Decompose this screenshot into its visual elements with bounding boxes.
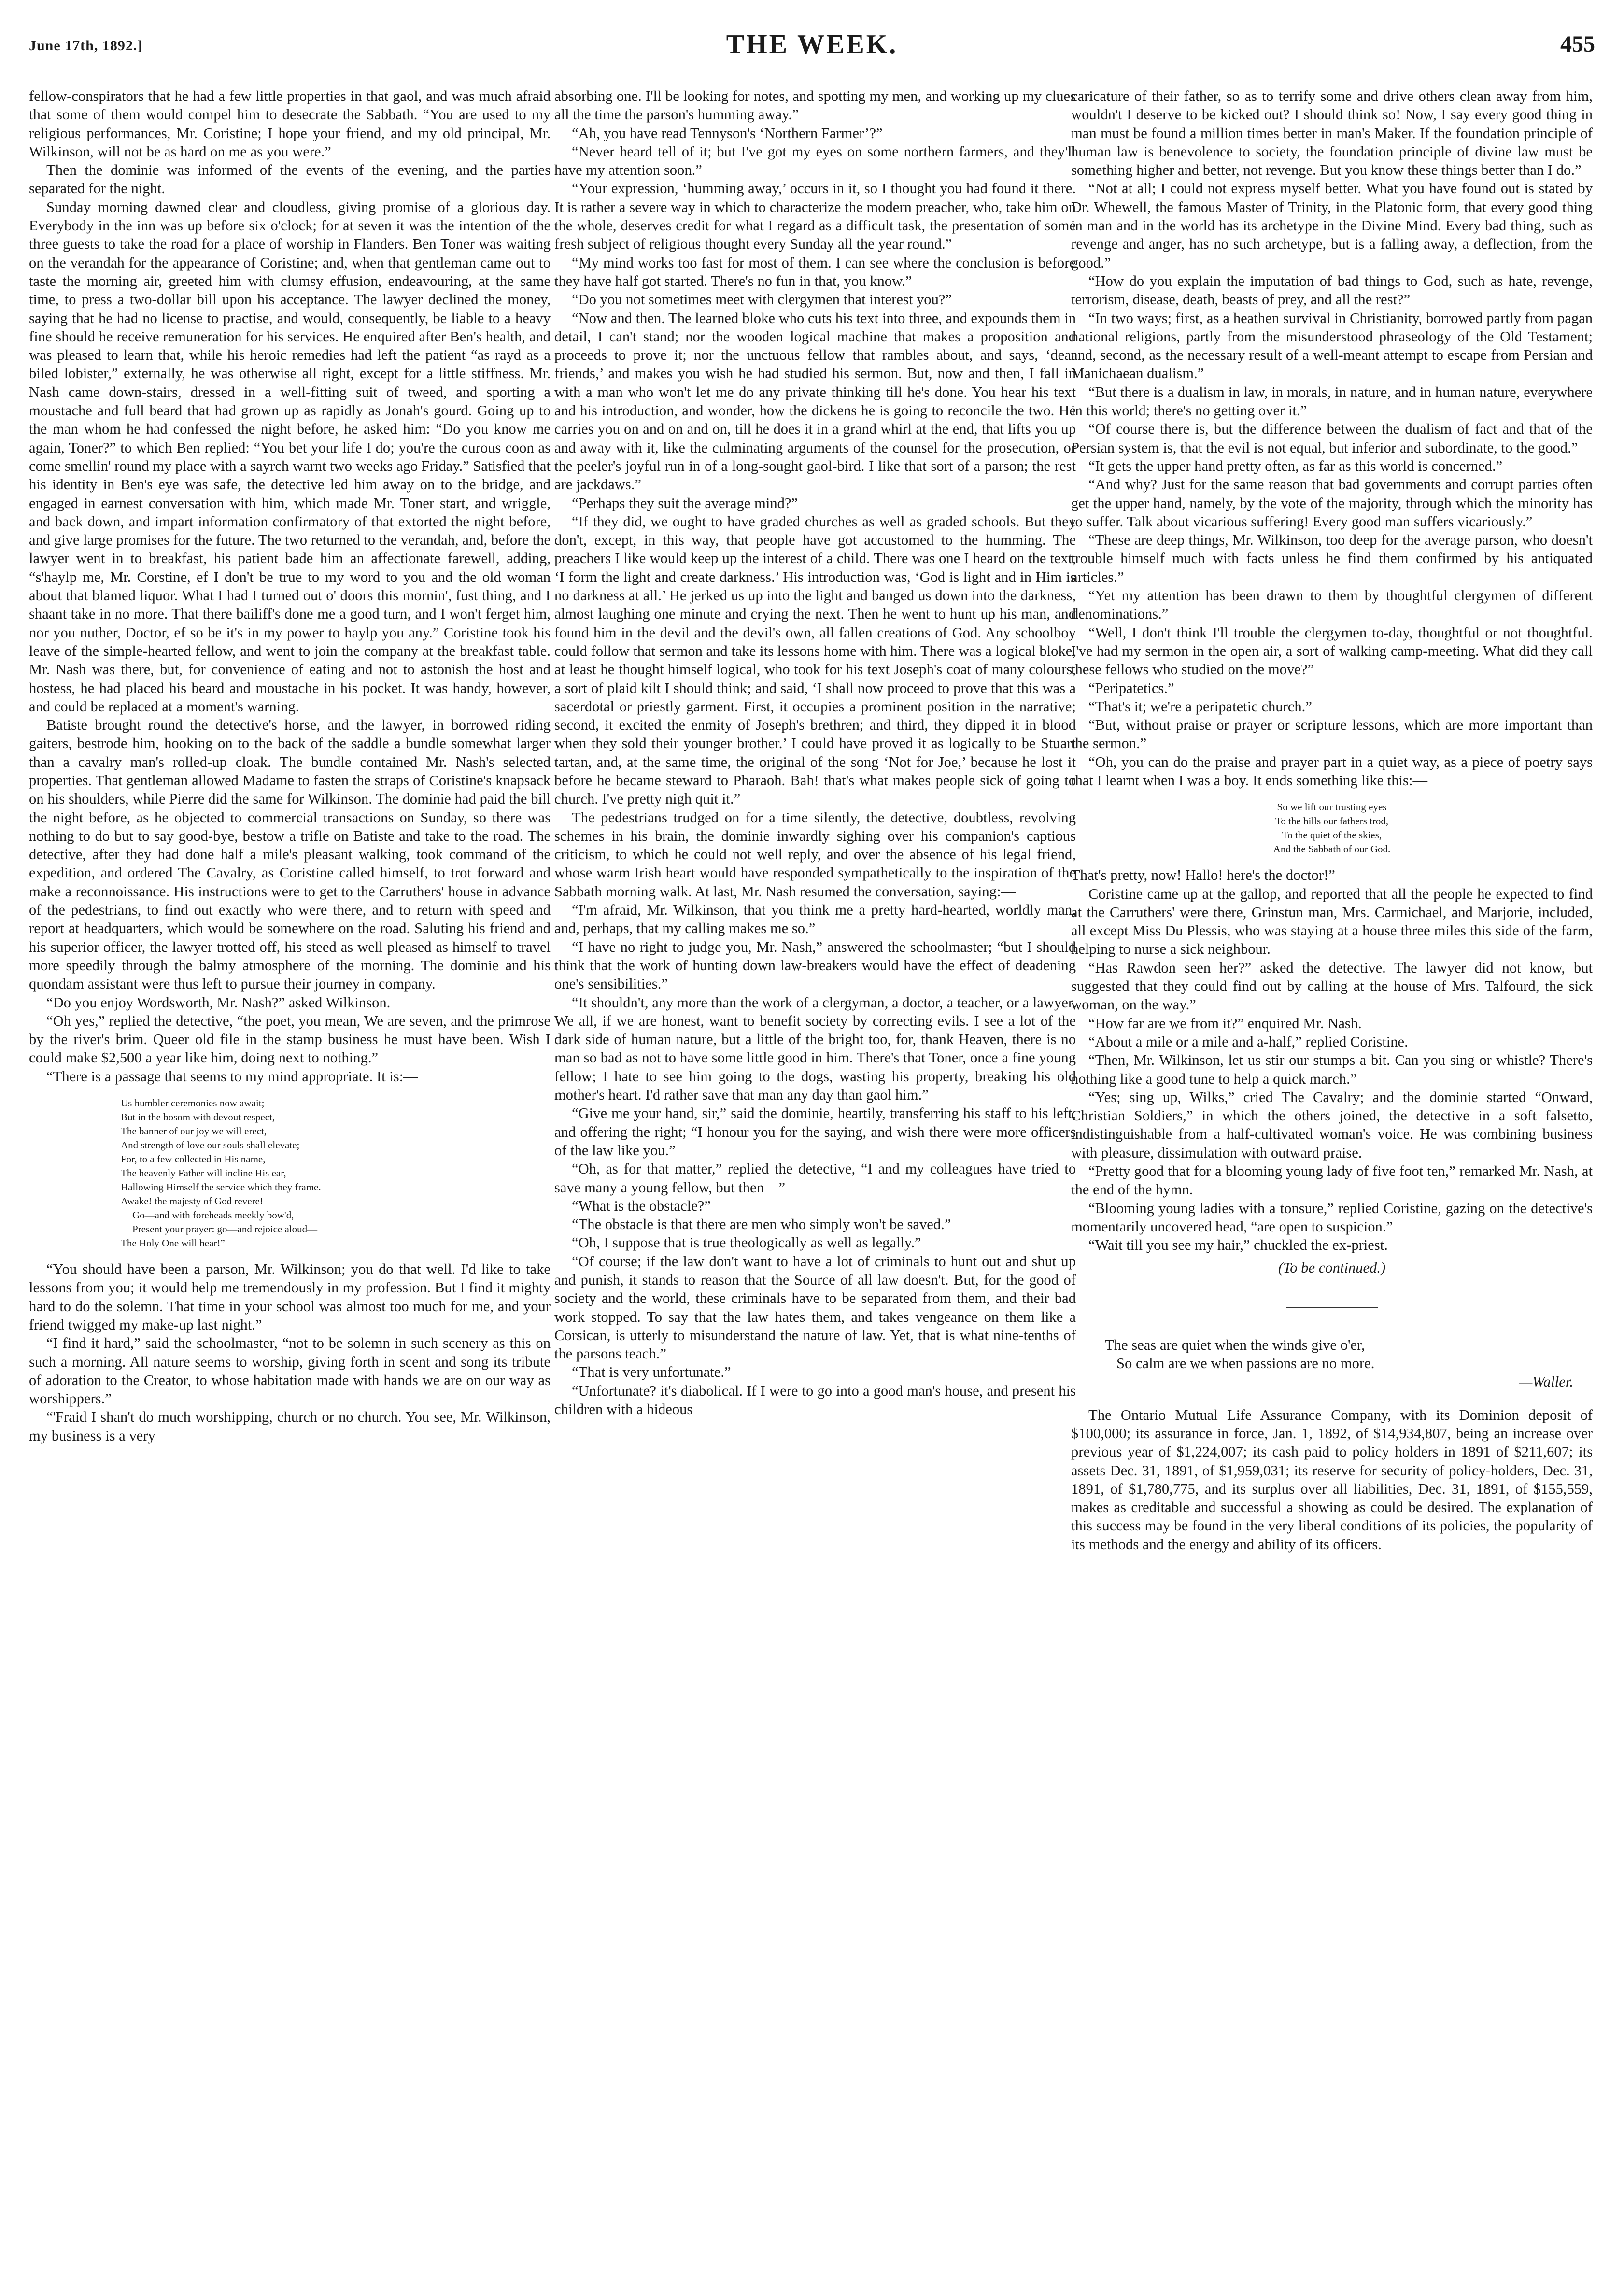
paragraph: “That is very unfortunate.” bbox=[572, 1364, 731, 1381]
paragraph: “If they did, we ought to have graded churches as well as graded schools. But they don't, except, in this way, that people have got accustomed to the humming. The preachers I like would keep up the interest of a child. There was one I heard on the text, ‘I form the light and create darkness.’ His introduction was, ‘God is light and in Him is no darkness at all.’ He jerked us up into the light and banged us down into the darkness, almost laughing one minute and crying the next. Then he went to hunt up his man, and found him in the devil and the devil's own, all fallen creations of God. Any schoolboy could follow that sermon and take its lessons home with him. There was a logical bloke, at least he thought himself logical, who took for his text Joseph's coat of many colours, a sort of plaid kilt I should think; and said, ‘I shall now proceed to prove that this was a sacerdotal or priestly garment. First, it occupies a prominent position in the narrative; second, it excited the enmity of Joseph's brethren; and third, they dipped it in blood when they sold their younger brother.’ I could have proved it as logically to be Stuart tartan, and, at the same time, the original of the song ‘Not for Joe,’ because he lost it before he became steward to Pharaoh. Bah! that's what makes people sick of going to church. I've pretty nigh quit it.” bbox=[554, 513, 1076, 807]
paragraph: “Then, Mr. Wilkinson, let us stir our stumps a bit. Can you sing or whistle? There's nothing like a good tune to help a quick march.” bbox=[1071, 1052, 1593, 1087]
paragraph: “How do you explain the imputation of bad things to God, such as hate, revenge, terrorism, disease, death, beasts of prey, and all the rest?” bbox=[1071, 272, 1593, 308]
paragraph: “There is a passage that seems to my mind appropriate. It is:— bbox=[46, 1068, 418, 1085]
paragraph: “I'm afraid, Mr. Wilkinson, that you think me a pretty hard-hearted, worldly man, and, perhaps, that my calling makes me so.” bbox=[554, 902, 1076, 937]
paragraph: “Of course there is, but the difference between the dualism of fact and that of the Persian system is, that the evil is not equal, but inferior and subordinate, to the good.” bbox=[1071, 421, 1593, 456]
poem-line: Go—and with foreheads meekly bow'd, bbox=[132, 1209, 294, 1221]
paragraph: “But there is a dualism in law, in morals, in nature, and in human nature, everywhere in this world; there's no getting over it.” bbox=[1071, 383, 1593, 419]
paragraph: “I have no right to judge you, Mr. Nash,” answered the schoolmaster; “but I should think that the work of hunting down law-breakers would have the effect of deadening one's sensibilities.” bbox=[554, 938, 1076, 992]
paragraph: “My mind works too fast for most of them. I can see where the conclusion is before they have half got started. There's no fun in that, you know.” bbox=[554, 254, 1076, 289]
paragraph: “Wait till you see my hair,” chuckled the ex-priest. bbox=[1088, 1237, 1388, 1254]
to-be-continued-note: (To be continued.) bbox=[1278, 1259, 1386, 1276]
page-number: 455 bbox=[1560, 31, 1595, 57]
epigraph-line: So calm are we when passions are no more. bbox=[1116, 1355, 1375, 1372]
epigraph bbox=[1071, 1336, 1593, 1391]
column-3 bbox=[1071, 87, 1593, 2246]
paragraph: “Oh, as for that matter,” replied the detective, “I and my colleagues have tried to save many a young fellow, but then—” bbox=[554, 1160, 1076, 1196]
paragraph: “'Fraid I shan't do much worshipping, church or no church. You see, Mr. Wilkinson, my business is a very bbox=[29, 1409, 551, 1444]
paragraph: “It gets the upper hand pretty often, as far as this world is concerned.” bbox=[1088, 457, 1503, 474]
paragraph: “Do you not sometimes meet with clergymen that interest you?” bbox=[572, 291, 952, 308]
epigraph-attribution: —Waller. bbox=[1519, 1373, 1573, 1390]
paragraph: “These are deep things, Mr. Wilkinson, too deep for the average parson, who doesn't trouble himself much with facts unless he find them confirmed by his antiquated articles.” bbox=[1071, 532, 1593, 585]
paragraph: “Blooming young ladies with a tonsure,” replied Coristine, gazing on the detective's momentarily uncovered head, “are open to suspicion.” bbox=[1071, 1200, 1593, 1235]
paragraph: Coristine came up at the gallop, and reported that all the people he expected to find at the Carruthers' were there, Grinstun man, Mrs. Carmichael, and Marjorie, included, all except Miss Du Plessis, who was staying at a house three miles this side of the farm, helping to nurse a sick neighbour. bbox=[1071, 885, 1593, 958]
insurance-notice: The Ontario Mutual Life Assurance Company, with its Dominion deposit of $100,000; its assurance in force, Jan. 1, 1892, of $14,934,807, being an increase over previous year of $1,224,007; its cash paid to policy holders in 1891 of $211,607; its assets Dec. 31, 1891, of $1,959,031; its reserve for security of policy-holders, Dec. 31, 1891, of $1,780,775, and its surplus over all liabilities, Dec. 31, 1891, of $155,559, makes as creditable and successful a showing as could be desired. The explanation of this success may be found in the very liberal conditions of its policies, the popularity of its methods and the energy and ability of its officers. bbox=[1071, 1406, 1593, 1553]
paragraph: “About a mile or a mile and a-half,” replied Coristine. bbox=[1088, 1033, 1408, 1050]
paragraph: The pedestrians trudged on for a time silently, the detective, doubtless, revolving schemes in his brain, the dominie inwardly sighing over his companion's captious criticism, to which he could not well reply, and over the absence of his legal friend, whose warm Irish heart would have responded sympathetically to the inspiration of the Sabbath morning walk. At last, Mr. Nash resumed the conversation, saying:— bbox=[554, 809, 1076, 900]
poem-line: Present your prayer: go—and rejoice aloud— bbox=[132, 1223, 318, 1235]
poem-line: Us humbler ceremonies now await; bbox=[121, 1097, 265, 1109]
paragraph: “Well, I don't think I'll trouble the clergymen to-day, thoughtful or not thoughtful. I've had my sermon in the open air, a sort of walking camp-meeting. What did they call these fellows who studied on the move?” bbox=[1071, 624, 1593, 678]
paragraph: “How far are we from it?” enquired Mr. Nash. bbox=[1088, 1015, 1362, 1032]
paragraph: “Perhaps they suit the average mind?” bbox=[572, 495, 798, 511]
poem-line: Hallowing Himself the service which they frame. bbox=[121, 1181, 321, 1193]
wordsworth-poem bbox=[29, 1096, 551, 1250]
paragraph: “You should have been a parson, Mr. Wilkinson; you do that well. I'd like to take lessons from you; it would help me tremendously in my profession. But I find it mighty hard to do the solemn. That time in your school was almost too much for me, and your friend twigged my make-up last night.” bbox=[29, 1261, 551, 1333]
paragraph: Sunday morning dawned clear and cloudless, giving promise of a glorious day. Everybody in the inn was up before six o'clock; for at seven it was the intention of the three guests to take the road for a place of worship in Flanders. Ben Toner was waiting on the verandah for the appearance of Coristine; and, when that gentleman came out to taste the morning air, greeted him with clumsy effusion, endeavouring, at the same time, to press a two-dollar bill upon his acceptance. The lawyer declined the money, saying that he had no license to practise, and would, consequently, be liable to a heavy fine should he receive remuneration for his services. He enquired after Ben's health, and was pleased to learn that, while his heroic remedies had left the patient “as rayd as a biled lobister,” externally, he was otherwise all right, except for a little stiffness. Mr. Nash came down-stairs, dressed in a well-fitting suit of tweed, and sporting a moustache and full beard that had grown up as rapidly as Jonah's gourd. Going up to the man whom he had confessed the night before, he asked him: “Do you know me again, Toner?” to which Ben replied: “You bet your life I do; you're the curous coon as come smellin' round my place with a sayrch warnt two weeks ago Friday.” Satisfied that his identity in Ben's eye was safe, the detective led him away on to the bridge, and engaged in earnest conversation with him, which made Mr. Toner start, and wriggle, and back down, and impart information confirmatory of that extorted the night before, and give large promises for the future. The two returned to the verandah, and, before the lawyer went in to breakfast, his patient bade him an affectionate farewell, adding, “s'haylp me, Mr. Corstine, ef I don't be true to my word to you and the old woman about that blamed liquor. What I had I turned out o' doors this mornin', fust thing, and I shaant take in no more. That there bailiff's done me a good turn, and I won't ferget him, nor you nuther, Doctor, ef so be it's in my power to haylp you any.” Coristine took his leave of the simple-hearted fellow, and went to join the company at the breakfast table. Mr. Nash was there, but, for convenience of eating and not to astonish the host and hostess, he had placed his beard and moustache in his pocket. It was handy, however, and could be replaced at a moment's warning. bbox=[29, 198, 551, 715]
column-2 bbox=[554, 87, 1076, 2246]
paragraph: “I find it hard,” said the schoolmaster, “not to be solemn in such scenery as this on such a morning. All nature seems to worship, giving forth in scent and song its tribute of adoration to the Creator, to whose habitation made with hands we are on our way as worshippers.” bbox=[29, 1335, 551, 1407]
paragraph: caricature of their father, so as to terrify some and drive others clean away from him, wouldn't I deserve to be kicked out? I should think so! Now, I say every good thing in man must be found a million times better in man's Maker. If the foundation principle of human law is benevolence to society, the foundation principle of divine law must be something higher and better, not revenge. But you know these things better than I do.” bbox=[1071, 88, 1593, 179]
paragraph: “Not at all; I could not express myself better. What you have found out is stated by Dr. Whewell, the famous Master of Trinity, in the Platonic form, that every good thing in man and in the world has its archetype in the Divine Mind. Every bad thing, such as revenge and anger, has no such archetype, but is a falling away, a deflection, from the good.” bbox=[1071, 180, 1593, 271]
paragraph: “In two ways; first, as a heathen survival in Christianity, borrowed partly from pagan national religions, partly from the misunderstood phraseology of the Old Testament; and, second, as the necessary result of a well-meant attempt to escape from Persian and Manichaean dualism.” bbox=[1071, 310, 1593, 382]
column-1 bbox=[29, 87, 551, 2246]
paragraph: “Ah, you have read Tennyson's ‘Northern Farmer’?” bbox=[572, 125, 883, 141]
paragraph: That's pretty, now! Hallo! here's the doctor!” bbox=[1071, 867, 1335, 884]
epigraph-line: The seas are quiet when the winds give o'er, bbox=[1105, 1336, 1365, 1353]
paragraph: “Give me your hand, sir,” said the dominie, heartily, transferring his staff to his left, and offering the right; “I honour you for the saying, and wish there were more officers of the law like you.” bbox=[554, 1105, 1076, 1159]
poem-line: And the Sabbath of our God. bbox=[1273, 843, 1391, 855]
poem-line: The heavenly Father will incline His ear, bbox=[121, 1167, 286, 1179]
issue-date: June 17th, 1892.] bbox=[29, 38, 143, 54]
poem-line: The Holy One will hear!” bbox=[121, 1237, 225, 1249]
paragraph: “Now and then. The learned bloke who cuts his text into three, and expounds them in detail, I can't stand; nor the wooden logical machine that makes a proposition and proceeds to prove it; nor the unctuous fellow that rambles about, and says, ‘dear friends,’ and makes you wish he had studied his sermon. But, now and then, I fall in with a man who won't let me do any private thinking till he's done. You hear his text and his introduction, and wonder, how the dickens he is going to reconcile the two. He carries you on and on and on, till he does it in a grand whirl at the end, that lifts you up and away with it, like the culminating arguments of the counsel for the prosecution, or the peeler's joyful run in of a long-sought gaol-bird. I like that sort of a parson; the rest are jackdaws.” bbox=[554, 310, 1076, 493]
paragraph: “Of course; if the law don't want to have a lot of criminals to hunt out and shut up and punish, it stands to reason that the Source of all law doesn't. But, for the good of society and the world, these criminals have to be separated from them, and their bad work stopped. To say that the law hates them, and takes vengeance on them like a Corsican, is utterly to misunderstand the nature of law. Yet, that is what nine-tenths of the parsons teach.” bbox=[554, 1253, 1076, 1362]
paragraph: fellow-conspirators that he had a few little properties in that gaol, and was much afraid that some of them would compel him to desecrate the Sabbath. “You are used to my religious performances, Mr. Coristine; I hope your friend, and my old principal, Mr. Wilkinson, will not be as hard on me as you were.” bbox=[29, 88, 551, 160]
poem-line: So we lift our trusting eyes bbox=[1277, 801, 1387, 813]
paragraph: “Pretty good that for a blooming young lady of five foot ten,” remarked Mr. Nash, at the end of the hymn. bbox=[1071, 1163, 1593, 1198]
page-header bbox=[29, 29, 1595, 63]
paragraph: “Yet my attention has been drawn to them by thoughtful clergymen of different denominations.” bbox=[1071, 587, 1593, 623]
publication-title: THE WEEK. bbox=[726, 29, 898, 59]
poem-line: To the hills our fathers trod, bbox=[1275, 815, 1389, 827]
paragraph: “Has Rawdon seen her?” asked the detective. The lawyer did not know, but suggested that they could find out by calling at the house of Mrs. Talfourd, the sick woman, on the way.” bbox=[1071, 959, 1593, 1013]
section-divider bbox=[1286, 1307, 1378, 1308]
poem-line: Awake! the majesty of God revere! bbox=[121, 1195, 263, 1207]
paragraph: “Unfortunate? it's diabolical. If I were to go into a good man's house, and present his children with a hideous bbox=[554, 1382, 1076, 1418]
paragraph: “Oh, you can do the praise and prayer part in a quiet way, as a piece of poetry says that I learnt when I was a boy. It ends something like this:— bbox=[1071, 753, 1593, 789]
paragraph: “Never heard tell of it; but I've got my eyes on some northern farmers, and they'll have my attention soon.” bbox=[554, 143, 1076, 179]
paragraph: “What is the obstacle?” bbox=[572, 1197, 711, 1214]
poem-line: For, to a few collected in His name, bbox=[121, 1153, 266, 1165]
paragraph: “But, without praise or prayer or scripture lessons, which are more important than the sermon.” bbox=[1071, 717, 1593, 752]
poem-line: The banner of our joy we will erect, bbox=[121, 1125, 267, 1137]
paragraph: Batiste brought round the detective's horse, and the lawyer, in borrowed riding gaiters, bestrode him, hooking on to the back of the saddle a bundle somewhat larger than a cavalry man's rolled-up cloak. The bundle contained Mr. Nash's selected properties. That gentleman allowed Madame to fasten the straps of Coristine's knapsack on his shoulders, while Pierre did the same for Wilkinson. The dominie had paid the bill the night before, as he objected to commercial transactions on Sunday, so there was nothing to do but to say good-bye, bestow a trifle on Batiste and take to the road. The detective, after they had done half a mile's pleasant walking, took command of the expedition, and ordered The Cavalry, as Coristine called himself, to trot forward and make a reconnoissance. His instructions were to get to the Carruthers' house in advance of the pedestrians, to find out exactly who were there, and to return with speed and report at headquarters, which would be somewhere on the road. Saluting his friend and his superior officer, the lawyer trotted off, his steed as well pleased as himself to travel more speedily through the balmy atmosphere of the morning. The dominie and his quondam assistant were thus left to pursue their journey in company. bbox=[29, 717, 551, 992]
paragraph: absorbing one. I'll be looking for notes, and spotting my men, and working up my clues all the time the parson's humming away.” bbox=[554, 88, 1076, 123]
paragraph: “Do you enjoy Wordsworth, Mr. Nash?” asked Wilkinson. bbox=[46, 994, 391, 1011]
paragraph: “That's it; we're a peripatetic church.” bbox=[1088, 698, 1312, 715]
paragraph: “Your expression, ‘humming away,’ occurs in it, so I thought you had found it there. It is rather a severe way in which to characterize the modern preacher, who, take him on the whole, deserves credit for what I regard as a difficult task, the presentation of some fresh subject of religious thought every Sunday all the year round.” bbox=[554, 180, 1076, 253]
paragraph: Then the dominie was informed of the events of the evening, and the parties separated for the night. bbox=[29, 162, 551, 197]
paragraph: “Peripatetics.” bbox=[1088, 679, 1174, 696]
paragraph: “The obstacle is that there are men who simply won't be saved.” bbox=[572, 1216, 951, 1233]
poem-line: And strength of love our souls shall elevate; bbox=[121, 1139, 300, 1151]
sabbath-poem bbox=[1071, 800, 1593, 856]
poem-line: But in the bosom with devout respect, bbox=[121, 1111, 275, 1123]
paragraph: “It shouldn't, any more than the work of a clergyman, a doctor, a teacher, or a lawyer. We all, if we are honest, want to benefit society by correcting evils. I see a lot of the dark side of human nature, but a little of the bright too, for, thank Heaven, there is no man so bad as not to have some little good in him. There's that Toner, once a fine young fellow; I hate to see him going to the dogs, wasting his property, breaking his old mother's heart. I'd rather save that man any day than gaol him.” bbox=[554, 994, 1076, 1104]
paragraph: “Oh, I suppose that is true theologically as well as legally.” bbox=[572, 1234, 921, 1251]
paragraph: “Oh yes,” replied the detective, “the poet, you mean, We are seven, and the primrose by the river's brim. Queer old file in the stamp business he must have been. Wish I could make $2,500 a year like him, doing next to nothing.” bbox=[29, 1012, 551, 1066]
paragraph: “Yes; sing up, Wilks,” cried The Cavalry; and the dominie started “Onward, Christian Soldiers,” in which the others joined, the detective in a soft falsetto, indistinguishable from a half-cultivated woman's voice. He was combining business with pleasure, dissimulation with outward praise. bbox=[1071, 1089, 1593, 1161]
poem-line: To the quiet of the skies, bbox=[1282, 829, 1382, 841]
paragraph: “And why? Just for the same reason that bad governments and corrupt parties often get the upper hand, namely, by the vote of the majority, through which the minority has to suffer. Talk about vicarious suffering! Every good man suffers vicariously.” bbox=[1071, 476, 1593, 530]
